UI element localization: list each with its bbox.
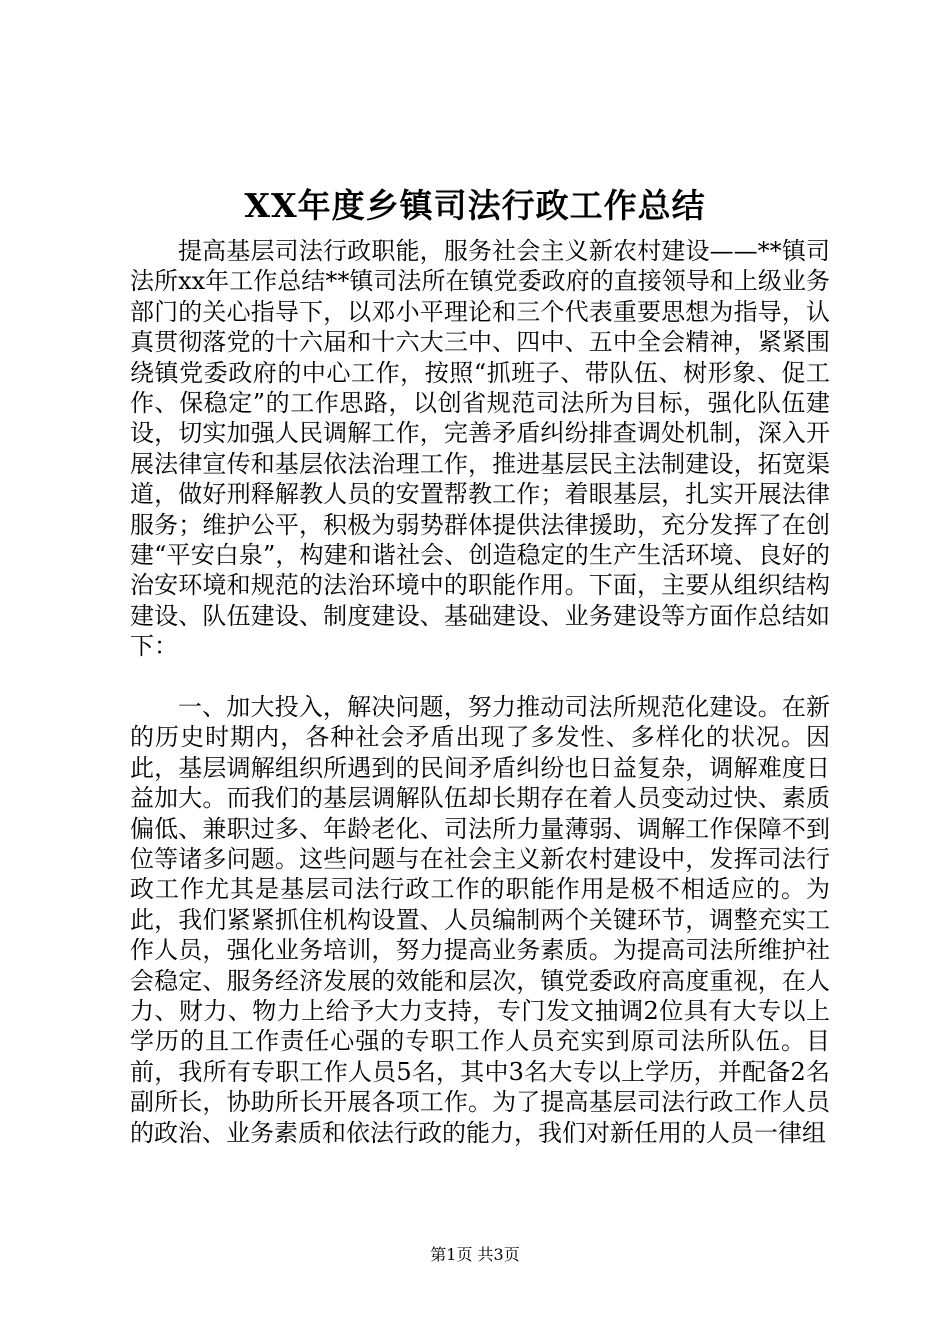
document-title: XX年度乡镇司法行政工作总结 — [244, 186, 706, 225]
paragraph-section-one: 一、加大投入，解决问题，努力推动司法所规范化建设。在新的历史时期内，各种社会矛盾出现了多发性、多样化的状况。因此，基层调解组织所遇到的民间矛盾纠纷也日益复杂，调解难度日益加大。而我们的基层调解队伍却长期存在着人员变动过快、素质偏低、兼职过多、年龄老化、司法所力量薄弱、调解工作保障不到位等诸多问题。这些问题与在社会主义新农村建设中，发挥司法行政工作尤其是基层司法行政工作的职能作用是极不相适应的。为此，我们紧紧抓住机构设置、人员编制两个关键环节，调整充实工作人员，强化业务培训，努力提高业务素质。为提高司法所维护社会稳定、服务经济发展的效能和层次，镇党委政府高度重视，在人力、财力、物力上给予大力支持，专门发文抽调2位具有大专以上学历的且工作责任心强的专职工作人员充实到原司法所队伍。目前，我所有专职工作人员5名，其中3名大专以上学历，并配备2名副所长，协助所长开展各项工作。为了提高基层司法行政工作人员的政治、业务素质和依法行政的能力，我们对新任用的人员一律组 — [130, 693, 830, 1147]
paragraph-intro: 提高基层司法行政职能，服务社会主义新农村建设——**镇司法所xx年工作总结**镇司法所在镇党委政府的直接领导和上级业务部门的关心指导下，以邓小平理论和三个代表重要思想为指导，认真贯彻落党的十六届和十六大三中、四中、五中全会精神，紧紧围绕镇党委政府的中心工作，按照“抓班子、带队伍、树形象、促工作、保稳定”的工作思路，以创省规范司法所为目标，强化队伍建设，切实加强人民调解工作，完善矛盾纠纷排查调处机制，深入开展法律宣传和基层依法治理工作，推进基层民主法制建设，拓宽渠道，做好刑释解教人员的安置帮教工作；着眼基层，扎实开展法律服务；维护公平，积极为弱势群体提供法律援助，充分发挥了在创建“平安白泉”，构建和谐社会、创造稳定的生产生活环境、良好的治安环境和规范的法治环境中的职能作用。下面，主要从组织结构建设、队伍建设、制度建设、基础建设、业务建设等方面作总结如下： — [130, 237, 830, 661]
page-footer: 第1页 共3页 — [430, 1245, 520, 1264]
